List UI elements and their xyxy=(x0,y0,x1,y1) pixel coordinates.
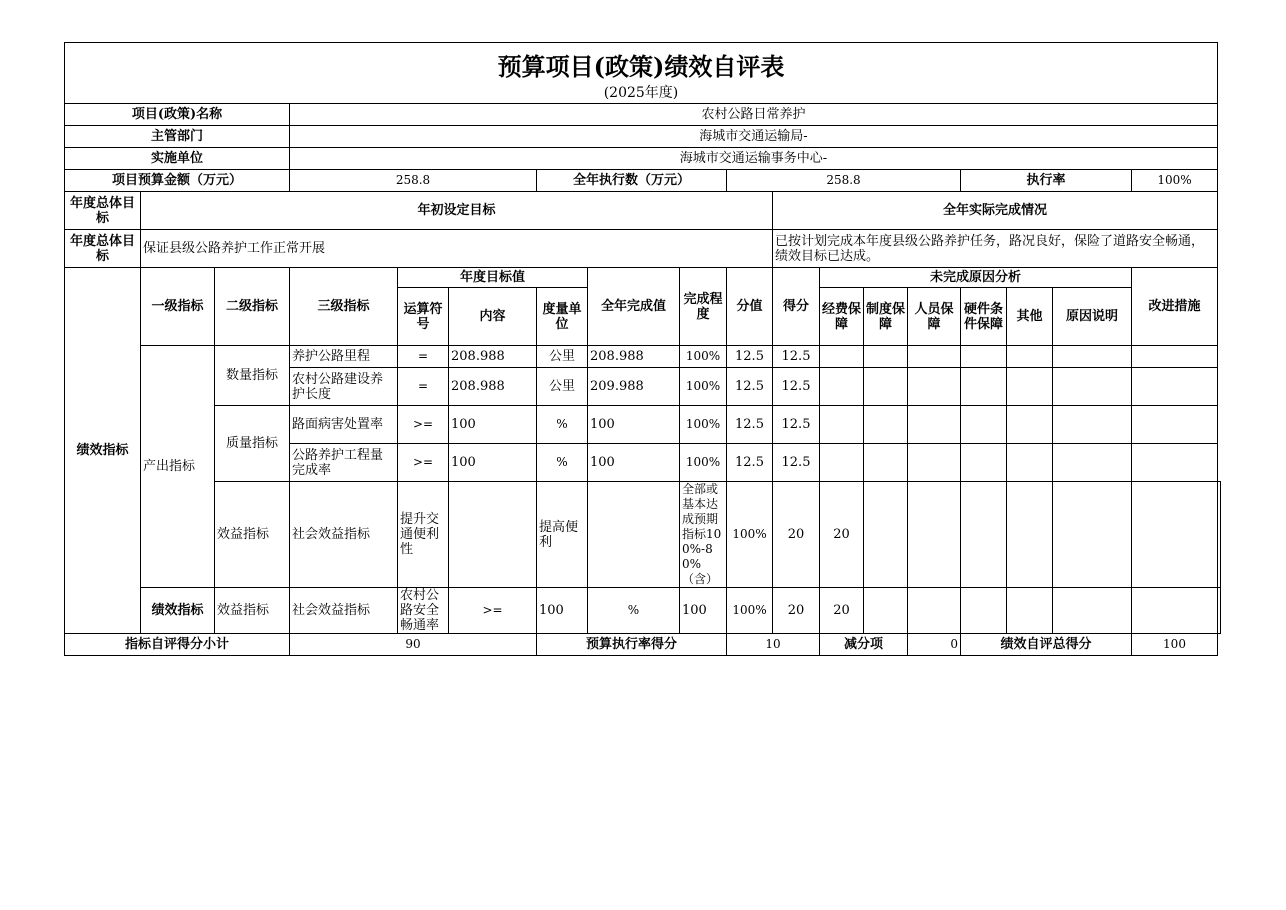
op-header: 运算符号 xyxy=(398,288,449,346)
indicator-content: 208.988 xyxy=(449,368,537,406)
indicator-name: 提升交通便利性 xyxy=(398,482,449,588)
indicator-value: 12.5 xyxy=(727,444,773,482)
indicator-content: 100 xyxy=(449,406,537,444)
indicator-value: 20 xyxy=(773,588,820,634)
title-cell xyxy=(65,43,1218,104)
indicator-score: 20 xyxy=(820,588,864,634)
indicator-score: 12.5 xyxy=(773,406,820,444)
actual-goal: 已按计划完成本年度县级公路养护任务，路况良好，保险了道路安全畅通，绩效目标已达成。 xyxy=(773,230,1218,268)
total-label: 绩效自评总得分 xyxy=(961,634,1132,656)
system-header: 制度保障 xyxy=(864,288,908,346)
indicator-value: 20 xyxy=(773,482,820,588)
unit-header: 度量单位 xyxy=(537,288,588,346)
budget-value: 258.8 xyxy=(290,170,537,192)
table-row xyxy=(65,346,1221,368)
indicator-done: 100 xyxy=(680,588,727,634)
budget-score-value: 10 xyxy=(727,634,820,656)
indicator-done: 全部或基本达成预期指标100%-80%（含） xyxy=(680,482,727,588)
total-value: 100 xyxy=(1132,634,1218,656)
indicator-degree: 100% xyxy=(680,368,727,406)
rate-label: 执行率 xyxy=(961,170,1132,192)
table-row xyxy=(65,406,1221,444)
page-title: 预算项目(政策)绩效自评表 xyxy=(497,52,785,81)
indicator-op: >= xyxy=(449,588,537,634)
social-benefit-group: 社会效益指标 xyxy=(290,482,398,588)
indicator-op: >= xyxy=(398,444,449,482)
table-row xyxy=(65,588,1221,634)
personnel-header: 人员保障 xyxy=(908,288,961,346)
performance-evaluation-sheet xyxy=(64,42,1221,656)
indicator-op xyxy=(449,482,537,588)
indicator-done: 100 xyxy=(588,406,680,444)
output-group: 产出指标 xyxy=(141,346,215,588)
rate-value: 100% xyxy=(1132,170,1218,192)
indicator-content: 100 xyxy=(537,588,588,634)
indicator-value: 12.5 xyxy=(727,368,773,406)
indicator-degree: 100% xyxy=(727,588,773,634)
indicator-degree: 100% xyxy=(680,444,727,482)
indicator-degree: 100% xyxy=(680,346,727,368)
value-header: 分值 xyxy=(727,268,773,346)
perf-indicator-label-2: 绩效指标 xyxy=(141,588,215,634)
indicator-unit: 公里 xyxy=(537,346,588,368)
score-header: 得分 xyxy=(773,268,820,346)
improve-header: 改进措施 xyxy=(1132,268,1218,346)
project-name-label: 项目(政策)名称 xyxy=(65,104,290,126)
indicator-name: 农村公路安全畅通率 xyxy=(398,588,449,634)
budget-label: 项目预算金额（万元） xyxy=(65,170,290,192)
initial-goal-header: 年初设定目标 xyxy=(141,192,773,230)
annual-target-header: 年度目标值 xyxy=(398,268,588,288)
indicator-done: 100 xyxy=(588,444,680,482)
indicator-op: >= xyxy=(398,406,449,444)
indicator-unit: % xyxy=(588,588,680,634)
unit-label: 实施单位 xyxy=(65,148,290,170)
benefit-group: 效益指标 xyxy=(215,482,290,588)
indicator-unit: % xyxy=(537,406,588,444)
indicator-unit: 公里 xyxy=(537,368,588,406)
subtotal-label: 指标自评得分小计 xyxy=(65,634,290,656)
indicator-name: 养护公路里程 xyxy=(290,346,398,368)
indicator-unit xyxy=(588,482,680,588)
completed-header: 全年完成值 xyxy=(588,268,680,346)
indicator-content: 100 xyxy=(449,444,537,482)
deduct-value: 0 xyxy=(908,634,961,656)
content-header: 内容 xyxy=(449,288,537,346)
initial-goal: 保证县级公路养护工作正常开展 xyxy=(141,230,773,268)
dept-value: 海城市交通运输局- xyxy=(290,126,1218,148)
dept-label: 主管部门 xyxy=(65,126,290,148)
quantity-group: 数量指标 xyxy=(215,346,290,406)
indicator-unit: % xyxy=(537,444,588,482)
other-header: 其他 xyxy=(1007,288,1053,346)
year-subtitle: (2025年度) xyxy=(603,85,679,101)
indicator-score: 12.5 xyxy=(773,444,820,482)
indicator-score: 12.5 xyxy=(773,346,820,368)
indicator-degree: 100% xyxy=(727,482,773,588)
exec-label: 全年执行数（万元） xyxy=(537,170,727,192)
hardware-header: 硬件条件保障 xyxy=(961,288,1007,346)
indicator-done: 209.988 xyxy=(588,368,680,406)
actual-goal-header: 全年实际完成情况 xyxy=(773,192,1218,230)
level1-header: 一级指标 xyxy=(141,268,215,346)
indicator-degree: 100% xyxy=(680,406,727,444)
goal-header-label: 年度总体目标 xyxy=(65,192,141,230)
goal-row-label: 年度总体目标 xyxy=(65,230,141,268)
exec-value: 258.8 xyxy=(727,170,961,192)
social-benefit-group: 社会效益指标 xyxy=(290,588,398,634)
indicator-name: 农村公路建设养护长度 xyxy=(290,368,398,406)
indicator-op: = xyxy=(398,368,449,406)
indicator-content: 208.988 xyxy=(449,346,537,368)
reason-header: 原因说明 xyxy=(1053,288,1132,346)
subtotal-value: 90 xyxy=(290,634,537,656)
project-name: 农村公路日常养护 xyxy=(290,104,1218,126)
indicator-value: 12.5 xyxy=(727,406,773,444)
benefit-group: 效益指标 xyxy=(215,588,290,634)
indicator-done: 208.988 xyxy=(588,346,680,368)
indicator-name: 路面病害处置率 xyxy=(290,406,398,444)
evaluation-table xyxy=(64,42,1221,656)
table-row xyxy=(65,482,1221,588)
indicator-op: = xyxy=(398,346,449,368)
level3-header: 三级指标 xyxy=(290,268,398,346)
perf-indicator-label: 绩效指标 xyxy=(65,268,141,634)
unfinished-header: 未完成原因分析 xyxy=(820,268,1132,288)
deduct-label: 减分项 xyxy=(820,634,908,656)
budget-score-label: 预算执行率得分 xyxy=(537,634,727,656)
indicator-score: 20 xyxy=(820,482,864,588)
degree-header: 完成程度 xyxy=(680,268,727,346)
indicator-content: 提高便利 xyxy=(537,482,588,588)
level2-header: 二级指标 xyxy=(215,268,290,346)
indicator-score: 12.5 xyxy=(773,368,820,406)
indicator-value: 12.5 xyxy=(727,346,773,368)
quality-group: 质量指标 xyxy=(215,406,290,482)
indicator-name: 公路养护工程量完成率 xyxy=(290,444,398,482)
unit-value: 海城市交通运输事务中心- xyxy=(290,148,1218,170)
funding-header: 经费保障 xyxy=(820,288,864,346)
